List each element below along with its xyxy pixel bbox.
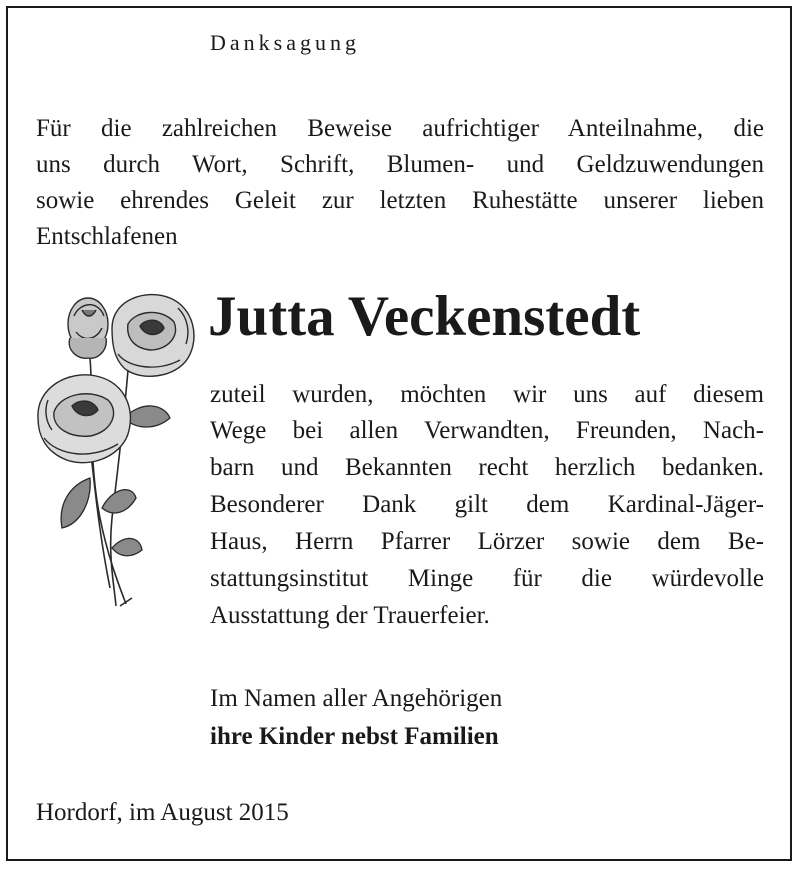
body-line: stattungsinstitut Minge für die würdevolle	[210, 565, 764, 592]
intro-line: uns durch Wort, Schrift, Blumen- und Geldzuwendungen	[36, 151, 764, 178]
body-line: Wege bei allen Verwandten, Freunden, Nach-	[210, 417, 764, 444]
roses-icon	[28, 288, 203, 608]
body-line: Haus, Herrn Pfarrer Lörzer sowie dem Be-	[210, 528, 764, 555]
intro-line: Entschlafenen	[36, 223, 178, 250]
signature: ihre Kinder nebst Familien	[210, 723, 499, 750]
deceased-name: Jutta Veckenstedt	[208, 285, 641, 348]
closing-text: Im Namen aller Angehörigen	[210, 685, 503, 712]
place-date: Hordorf, im August 2015	[36, 799, 289, 826]
heading: Danksagung	[210, 30, 360, 55]
body-line: Ausstattung der Trauerfeier.	[210, 602, 490, 629]
body-line: barn und Bekannten recht herzlich bedanken.	[210, 454, 764, 481]
intro-line: Für die zahlreichen Beweise aufrichtiger Anteilnahme, die	[36, 115, 764, 142]
body-line: Besonderer Dank gilt dem Kardinal-Jäger-	[210, 491, 764, 518]
intro-line: sowie ehrendes Geleit zur letzten Ruhestätte unserer lieben	[36, 187, 764, 214]
body-line: zuteil wurden, möchten wir uns auf diesem	[210, 381, 764, 408]
